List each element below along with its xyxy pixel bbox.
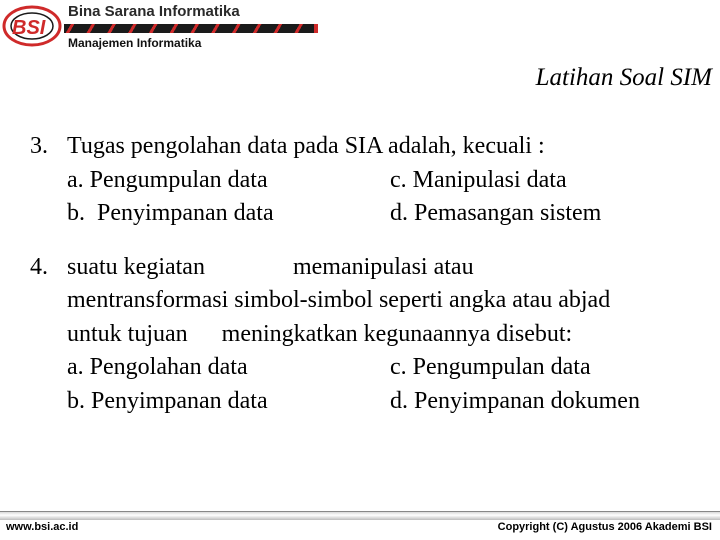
- question-number: 3.: [30, 133, 48, 159]
- question-text-part: untuk tujuan: [67, 320, 188, 347]
- question-text-line-1: [67, 251, 710, 285]
- svg-text:BSI: BSI: [12, 17, 46, 39]
- option-a: a. Pengolahan data: [67, 354, 248, 380]
- dept-name: Manajemen Informatika: [68, 36, 202, 50]
- question-text-line-2: mentransformasi simbol-simbol seperti angka atau abjad: [67, 287, 611, 313]
- question-text: Tugas pengolahan data pada SIA adalah, kecuali :: [67, 133, 545, 159]
- question-3: [30, 130, 710, 231]
- footer-copyright: Copyright (C) Agustus 2006 Akademi BSI: [497, 521, 712, 533]
- option-d: d. Pemasangan sistem: [390, 200, 602, 226]
- footer-divider: [0, 511, 720, 520]
- question-text-line-3: [67, 318, 710, 352]
- option-d: d. Penyimpanan dokumen: [390, 387, 640, 414]
- option-c: c. Pengumpulan data: [390, 354, 591, 380]
- option-b: b. Penyimpanan data: [67, 200, 274, 226]
- decorative-bar: [64, 24, 318, 33]
- bsi-logo-icon: [2, 4, 64, 48]
- org-name: Bina Sarana Informatika: [68, 3, 240, 20]
- question-text-part: memanipulasi atau: [292, 253, 474, 280]
- question-text-part: meningkatkan kegunaannya disebut:: [221, 320, 573, 347]
- question-4: [30, 251, 710, 419]
- answer-options: [67, 351, 710, 418]
- answer-options: [67, 164, 710, 231]
- question-number: 4.: [30, 253, 48, 280]
- option-a: a. Pengumpulan data: [67, 166, 268, 193]
- footer-website: www.bsi.ac.id: [6, 521, 79, 533]
- slide-title: Latihan Soal SIM: [535, 64, 712, 91]
- option-c: c. Manipulasi data: [390, 166, 567, 193]
- question-text-part: suatu kegiatan: [67, 253, 205, 280]
- option-b: b. Penyimpanan data: [67, 387, 268, 414]
- question-list: [30, 130, 710, 418]
